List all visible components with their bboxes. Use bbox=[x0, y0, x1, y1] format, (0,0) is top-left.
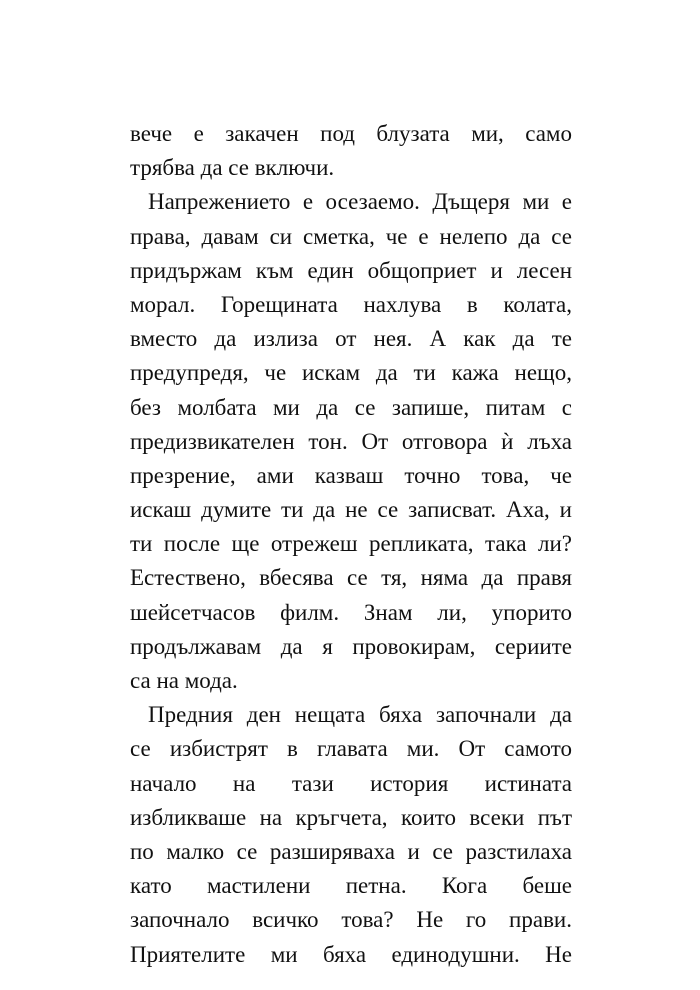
text-line: Предния ден нещата бяха започнали да bbox=[148, 702, 572, 728]
text-line: трябва да се включи. bbox=[130, 155, 335, 181]
text-line: презрение, ами казваш точно това, че bbox=[130, 462, 572, 488]
body-text bbox=[130, 117, 572, 972]
text-line: права, давам си сметка, че е нелепо да се bbox=[130, 223, 572, 249]
text-line: без молбата ми да се запише, питам с bbox=[130, 394, 572, 420]
text-line: са на мода. bbox=[130, 668, 238, 693]
text-line: вместо да излиза от нея. А как да те bbox=[130, 326, 572, 352]
text-line: избликваше на кръгчета, които всеки път bbox=[130, 804, 572, 830]
text-line: начало на тази история истината bbox=[130, 770, 572, 796]
text-line: започнало всичко това? Не го прави. bbox=[130, 907, 572, 933]
text-line: предупредя, че искам да ти кажа нещо, bbox=[130, 360, 572, 386]
text-line: като мастилени петна. Кога беше bbox=[130, 873, 572, 899]
text-line: шейсетчасов филм. Знам ли, упорито bbox=[130, 599, 572, 625]
text-line: продължавам да я провокирам, сериите bbox=[130, 633, 572, 659]
text-line: морал. Горещината нахлува в колата, bbox=[130, 291, 572, 317]
text-line: Естествено, вбесява се тя, няма да правя bbox=[130, 565, 572, 591]
text-line: Напрежението е осезаемо. Дъщеря ми е bbox=[148, 189, 572, 215]
text-line: се избистрят в главата ми. От самото bbox=[130, 736, 572, 762]
text-line: предизвикателен тон. От отговора ѝ лъха bbox=[130, 428, 572, 454]
text-line: ти после ще отрежеш репликата, така ли? bbox=[130, 531, 572, 557]
text-line: придържам към един общоприет и лесен bbox=[130, 257, 572, 283]
text-line: по малко се разширяваха и се разстилаха bbox=[130, 838, 572, 864]
text-line: Приятелите ми бяха единодушни. Не bbox=[130, 941, 572, 967]
text-line: искаш думите ти да не се записват. Аха, и bbox=[130, 497, 572, 523]
text-line: вече е закачен под блузата ми, само bbox=[130, 121, 572, 146]
